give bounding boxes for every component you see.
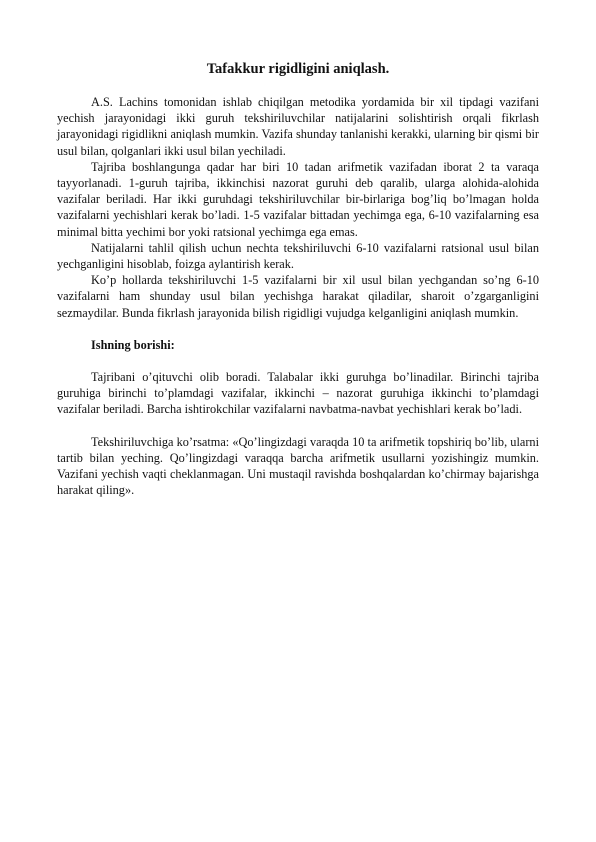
paragraph-preparation: Tajriba boshlangunga qadar har biri 10 tadan arifmetik vazifadan iborat 2 ta varaqa tayyorlanadi. 1-guruh tajriba, ikkinchisi nazorat guruhi deb qaralib, ularga alohida-alohida vazifalar beriladi. Har ikki guruhdagi tekshiriluvchilar bir-birlariga bog’liq bo’lmagan holda vazifalarni yechishlari kerak bo’ladi. 1-5 vazifalar bittadan yechimga ega, 6-10 vazifalarning esa minimal bitta yechimi bor yoki ratsional yechimga ega emas. [57, 159, 539, 239]
spacer [57, 418, 539, 434]
section-heading: Ishning borishi: [91, 337, 175, 352]
paragraph-instruction: Tekshiriluvchiga ko’rsatma: «Qo’lingizdagi varaqda 10 ta arifmetik topshiriq bo’lib, ularni tartib bilan yeching. Qo’lingizdagi varaqqa barcha arifmetik usullarni yozishingiz mumkin. Vazifani yechish vaqti cheklanmagan. Uni mustaqil ravishda boshqalardan ko’chirmay bajarishga harakat qiling». [57, 434, 539, 498]
paragraph-rigidity: Ko’p hollarda tekshiriluvchi 1-5 vazifalarni bir xil usul bilan yechgandan so’ng 6-10 vazifalarni ham shunday usul bilan yechishga harakat qiladilar, sharoit o’zgarganligini sezmaydilar. Bunda fikrlash jarayonida bilish rigidligi vujudga kelganligini aniqlash mumkin. [57, 273, 539, 320]
spacer [57, 353, 539, 369]
paragraph-method: A.S. Lachins tomonidan ishlab chiqilgan metodika yordamida bir xil tipdagi vazifani yechish jarayonidagi ikki guruh tekshiriluvchilar natijalarini solishtirish orqali fikrlash jarayonidagi rigidlikni aniqlash mumkin. Vazifa shunday tanlanishi kerakki, ularning bir qismi bir usul bilan, qolganlari ikki usul bilan yechiladi. [57, 95, 539, 158]
document-title: Tafakkur rigidligini aniqlash. [206, 61, 390, 77]
spacer [57, 321, 539, 337]
paragraph-analysis: Natijalarni tahlil qilish uchun nechta tekshiriluvchi 6-10 vazifalarni ratsional usul bilan yechganligini hisoblab, foizga aylantirish kerak. [57, 240, 539, 272]
paragraph-procedure: Tajribani o’qituvchi olib boradi. Talabalar ikki guruhga bo’linadilar. Birinchi tajriba guruhiga birinchi to’plamdagi vazifalar, ikkinchi – nazorat guruhiga ikkinchi to’plamdagi vazifalar beriladi. Barcha ishtirokchilar vazifalarni navbatma-navbat yechishlari kerak bo’ladi. [57, 370, 539, 417]
